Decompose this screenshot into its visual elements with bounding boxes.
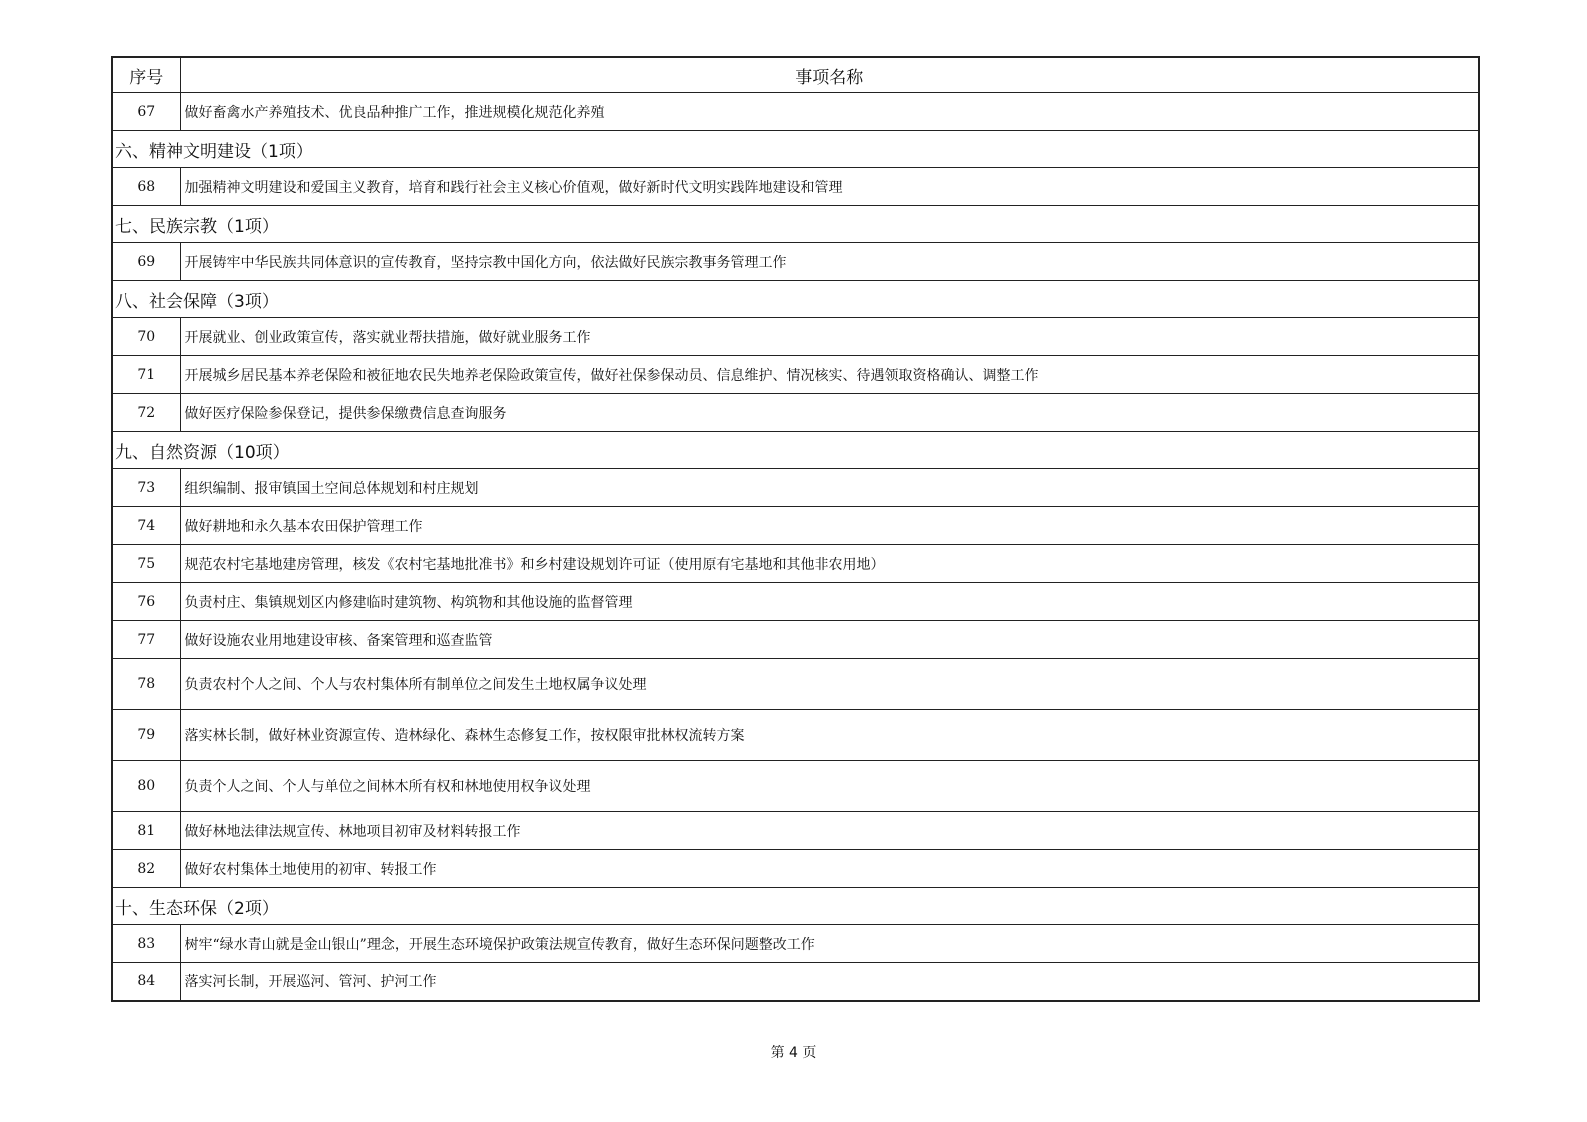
- row-item-name: 组织编制、报审镇国土空间总体规划和村庄规划: [180, 469, 1479, 507]
- matters-table-container: [111, 56, 1480, 1002]
- table-row: [112, 583, 1479, 621]
- section-header-row: [112, 432, 1479, 469]
- row-item-name: 落实河长制，开展巡河、管河、护河工作: [180, 963, 1479, 1001]
- row-item-name: 规范农村宅基地建房管理，核发《农村宅基地批准书》和乡村建设规划许可证（使用原有宅基地和其他非农用地）: [180, 545, 1479, 583]
- section-header-row: [112, 888, 1479, 925]
- table-row: [112, 545, 1479, 583]
- row-serial-number: 84: [112, 963, 180, 1001]
- row-item-name: 加强精神文明建设和爱国主义教育，培育和践行社会主义核心价值观，做好新时代文明实践阵地建设和管理: [180, 168, 1479, 206]
- row-item-name: 树牢“绿水青山就是金山银山”理念，开展生态环境保护政策法规宣传教育，做好生态环保问题整改工作: [180, 925, 1479, 963]
- section-title: 八、社会保障（3项）: [112, 281, 1479, 318]
- row-serial-number: 81: [112, 812, 180, 850]
- table-body: [112, 93, 1479, 1001]
- section-title: 十、生态环保（2项）: [112, 888, 1479, 925]
- row-serial-number: 70: [112, 318, 180, 356]
- row-item-name: 做好耕地和永久基本农田保护管理工作: [180, 507, 1479, 545]
- table-row: [112, 356, 1479, 394]
- row-item-name: 开展就业、创业政策宣传，落实就业帮扶措施，做好就业服务工作: [180, 318, 1479, 356]
- table-row: [112, 659, 1479, 710]
- row-item-name: 做好医疗保险参保登记，提供参保缴费信息查询服务: [180, 394, 1479, 432]
- table-row: [112, 621, 1479, 659]
- row-item-name: 负责农村个人之间、个人与农村集体所有制单位之间发生土地权属争议处理: [180, 659, 1479, 710]
- row-serial-number: 77: [112, 621, 180, 659]
- row-item-name: 负责个人之间、个人与单位之间林木所有权和林地使用权争议处理: [180, 761, 1479, 812]
- page-number: 第 4 页: [770, 1045, 817, 1061]
- section-title: 七、民族宗教（1项）: [112, 206, 1479, 243]
- row-item-name: 负责村庄、集镇规划区内修建临时建筑物、构筑物和其他设施的监督管理: [180, 583, 1479, 621]
- table-header-row: [112, 57, 1479, 93]
- table-row: [112, 318, 1479, 356]
- table-row: [112, 168, 1479, 206]
- table-row: [112, 812, 1479, 850]
- row-item-name: 做好林地法律法规宣传、林地项目初审及材料转报工作: [180, 812, 1479, 850]
- row-item-name: 开展铸牢中华民族共同体意识的宣传教育，坚持宗教中国化方向，依法做好民族宗教事务管理工作: [180, 243, 1479, 281]
- table-row: [112, 963, 1479, 1001]
- section-title: 六、精神文明建设（1项）: [112, 131, 1479, 168]
- section-header-row: [112, 206, 1479, 243]
- row-serial-number: 69: [112, 243, 180, 281]
- table-row: [112, 850, 1479, 888]
- row-serial-number: 79: [112, 710, 180, 761]
- table-row: [112, 93, 1479, 131]
- header-item-name: 事项名称: [180, 57, 1479, 93]
- row-serial-number: 71: [112, 356, 180, 394]
- row-serial-number: 75: [112, 545, 180, 583]
- row-serial-number: 67: [112, 93, 180, 131]
- table-row: [112, 394, 1479, 432]
- row-serial-number: 76: [112, 583, 180, 621]
- row-serial-number: 74: [112, 507, 180, 545]
- row-serial-number: 80: [112, 761, 180, 812]
- table-row: [112, 507, 1479, 545]
- row-item-name: 开展城乡居民基本养老保险和被征地农民失地养老保险政策宣传，做好社保参保动员、信息维护、情况核实、待遇领取资格确认、调整工作: [180, 356, 1479, 394]
- row-serial-number: 78: [112, 659, 180, 710]
- section-title: 九、自然资源（10项）: [112, 432, 1479, 469]
- row-item-name: 做好农村集体土地使用的初审、转报工作: [180, 850, 1479, 888]
- row-item-name: 落实林长制，做好林业资源宣传、造林绿化、森林生态修复工作，按权限审批林权流转方案: [180, 710, 1479, 761]
- table-row: [112, 710, 1479, 761]
- table-row: [112, 243, 1479, 281]
- row-serial-number: 82: [112, 850, 180, 888]
- table-row: [112, 469, 1479, 507]
- section-header-row: [112, 281, 1479, 318]
- table-row: [112, 925, 1479, 963]
- row-item-name: 做好畜禽水产养殖技术、优良品种推广工作，推进规模化规范化养殖: [180, 93, 1479, 131]
- row-item-name: 做好设施农业用地建设审核、备案管理和巡查监管: [180, 621, 1479, 659]
- row-serial-number: 72: [112, 394, 180, 432]
- matters-table: [111, 56, 1480, 1002]
- section-header-row: [112, 131, 1479, 168]
- table-row: [112, 761, 1479, 812]
- row-serial-number: 73: [112, 469, 180, 507]
- header-serial-number: 序号: [112, 57, 180, 93]
- row-serial-number: 83: [112, 925, 180, 963]
- row-serial-number: 68: [112, 168, 180, 206]
